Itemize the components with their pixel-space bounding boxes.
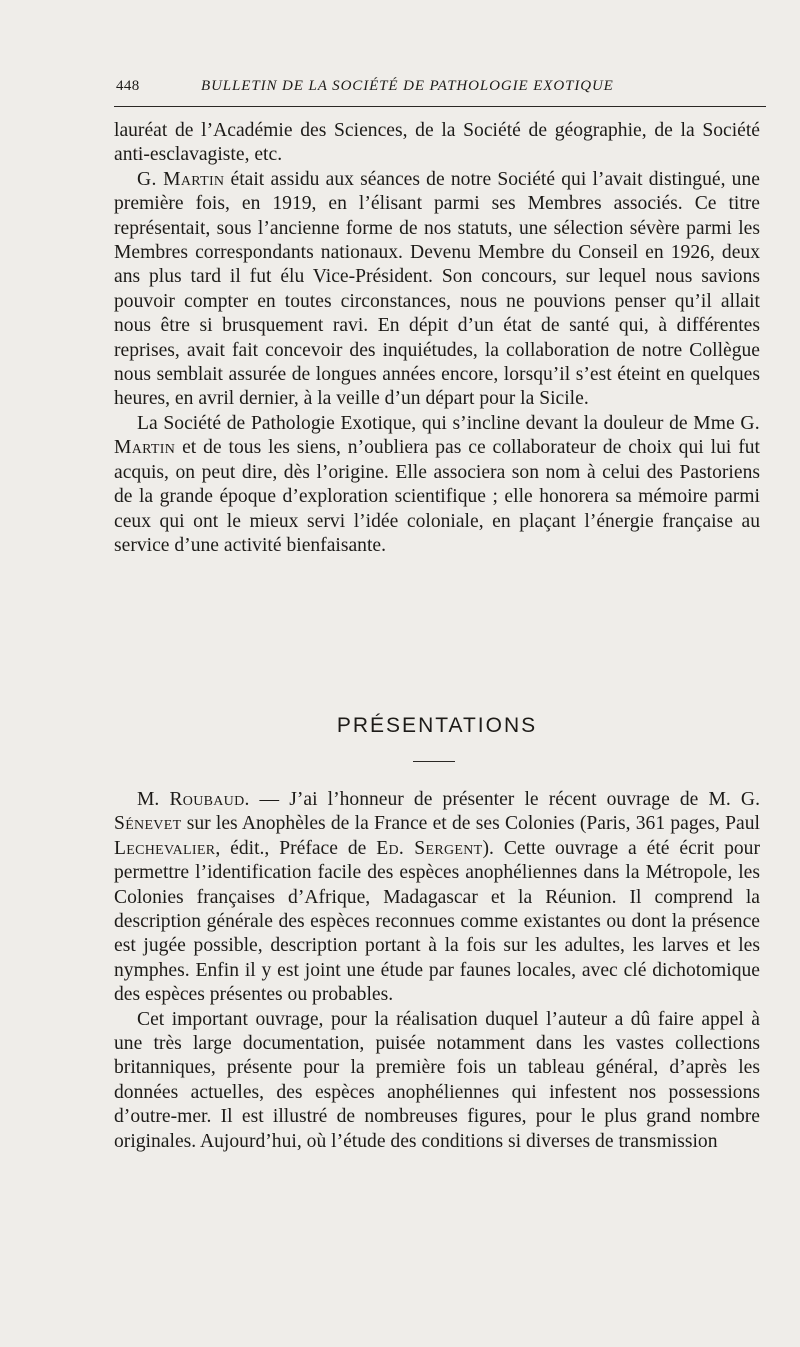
obituary-p2-text: était assidu aux séances de notre Société qui l’avait distingué, une première fois, en 1919, en l’élisant parmi ses Membres associés. Ce titre représentait, sous l’ancienne forme de nos statuts, une sélection sévère parmi les Membres correspondants nationaux. Devenu Membre du Conseil en 1926, deux ans plus tard il fut élu Vice-Président. Son concours, sur lequel nous savions pouvoir compter en toutes circonstances, nous ne pouvions penser qu’il allait nous être si brusquement ravi. En dépit d’un état de santé qui, à différentes reprises, avait fait concevoir des inquiétudes, la collaboration de notre Collègue nous semblait assurée de longues années encore, lorsqu’il s’est éteint en quelques heures, en avril dernier, à la veille d’un départ pour la Sicile. bbox=[114, 168, 760, 410]
speaker-name: Roubaud bbox=[169, 789, 245, 810]
section-heading: PRÉSENTATIONS bbox=[336, 714, 538, 737]
presentation-p2-text: Cet important ouvrage, pour la réalisation duquel l’auteur a dû faire appel à une très large documentation, puisée notamment dans les vastes collections britanniques, présente pour la première fois un tableau général, d’après les données actuelles, des espèces anophéliennes qui infestent nos possessions d’outre-mer. Il est illustré de nombreuses figures, pour le plus grand nombre originales. Aujourd’hui, où l’étude des conditions si diverses de transmission bbox=[114, 1008, 760, 1152]
presentation-p1-text-c: , édit., Préface de bbox=[215, 837, 377, 859]
obituary-text bbox=[114, 119, 760, 558]
speaker-prefix: M. bbox=[137, 789, 170, 810]
obituary-p1-text: lauréat de l’Académie des Sciences, de la Société de géographie, de la Société anti-esclavagiste, etc. bbox=[114, 120, 760, 166]
presentation-p1-text-b: sur les Anophèles de la France et de ses Colonies (Paris, 361 pages, Paul bbox=[181, 813, 760, 835]
publisher-name: Lechevalier bbox=[114, 837, 216, 859]
person-name: G. Martin bbox=[137, 168, 225, 190]
person-name: G. Martin bbox=[114, 412, 760, 459]
running-head bbox=[116, 76, 764, 100]
obituary-paragraph-3 bbox=[114, 412, 760, 558]
section-rule bbox=[413, 761, 455, 762]
journal-title: BULLETIN DE LA SOCIÉTÉ DE PATHOLOGIE EXOTIQUE bbox=[201, 78, 614, 94]
obituary-p3-text-a: La Société de Pathologie Exotique, qui s’incline devant la douleur de Mme bbox=[137, 412, 741, 434]
presentation-p1-text-a: . — J’ai l’honneur de présenter le récent ouvrage de M. G. bbox=[244, 789, 760, 810]
author-name: Sénevet bbox=[114, 813, 182, 835]
obituary-paragraph-2 bbox=[114, 168, 760, 412]
presentation-p1-text-d: ). Cette ouvrage a été écrit pour permettre l’identification facile des espèces anophéliennes dans la Métropole, les Colonies françaises d’Afrique, Madagascar et la Réunion. Il comprend la description générale des espèces reconnues comme existantes ou dont la présence est jugée possible, description portant à la fois sur les adultes, les larves et les nymphes. Enfin il y est joint une étude par faunes locales, avec clé dichotomique des espèces présentes ou probables. bbox=[114, 837, 760, 1006]
presentation-paragraph-1 bbox=[114, 788, 760, 1008]
obituary-p3-text-b: et de tous les siens, n’oubliera pas ce collaborateur de choix qui lui fut acquis, on peut dire, dès l’origine. Elle associera son nom à celui des Pastoriens de la grande époque d’exploration scientifique ; elle honorera sa mémoire parmi ceux qui ont le mieux servi l’idée coloniale, en plaçant l’énergie française au service d’une activité bienfaisante. bbox=[114, 437, 760, 556]
page-number: 448 bbox=[116, 78, 140, 94]
header-rule bbox=[114, 106, 766, 107]
preface-author-name: Ed. Sergent bbox=[376, 837, 483, 859]
presentation-text bbox=[114, 788, 760, 1154]
obituary-paragraph-1 bbox=[114, 119, 760, 168]
presentation-paragraph-2 bbox=[114, 1008, 760, 1154]
